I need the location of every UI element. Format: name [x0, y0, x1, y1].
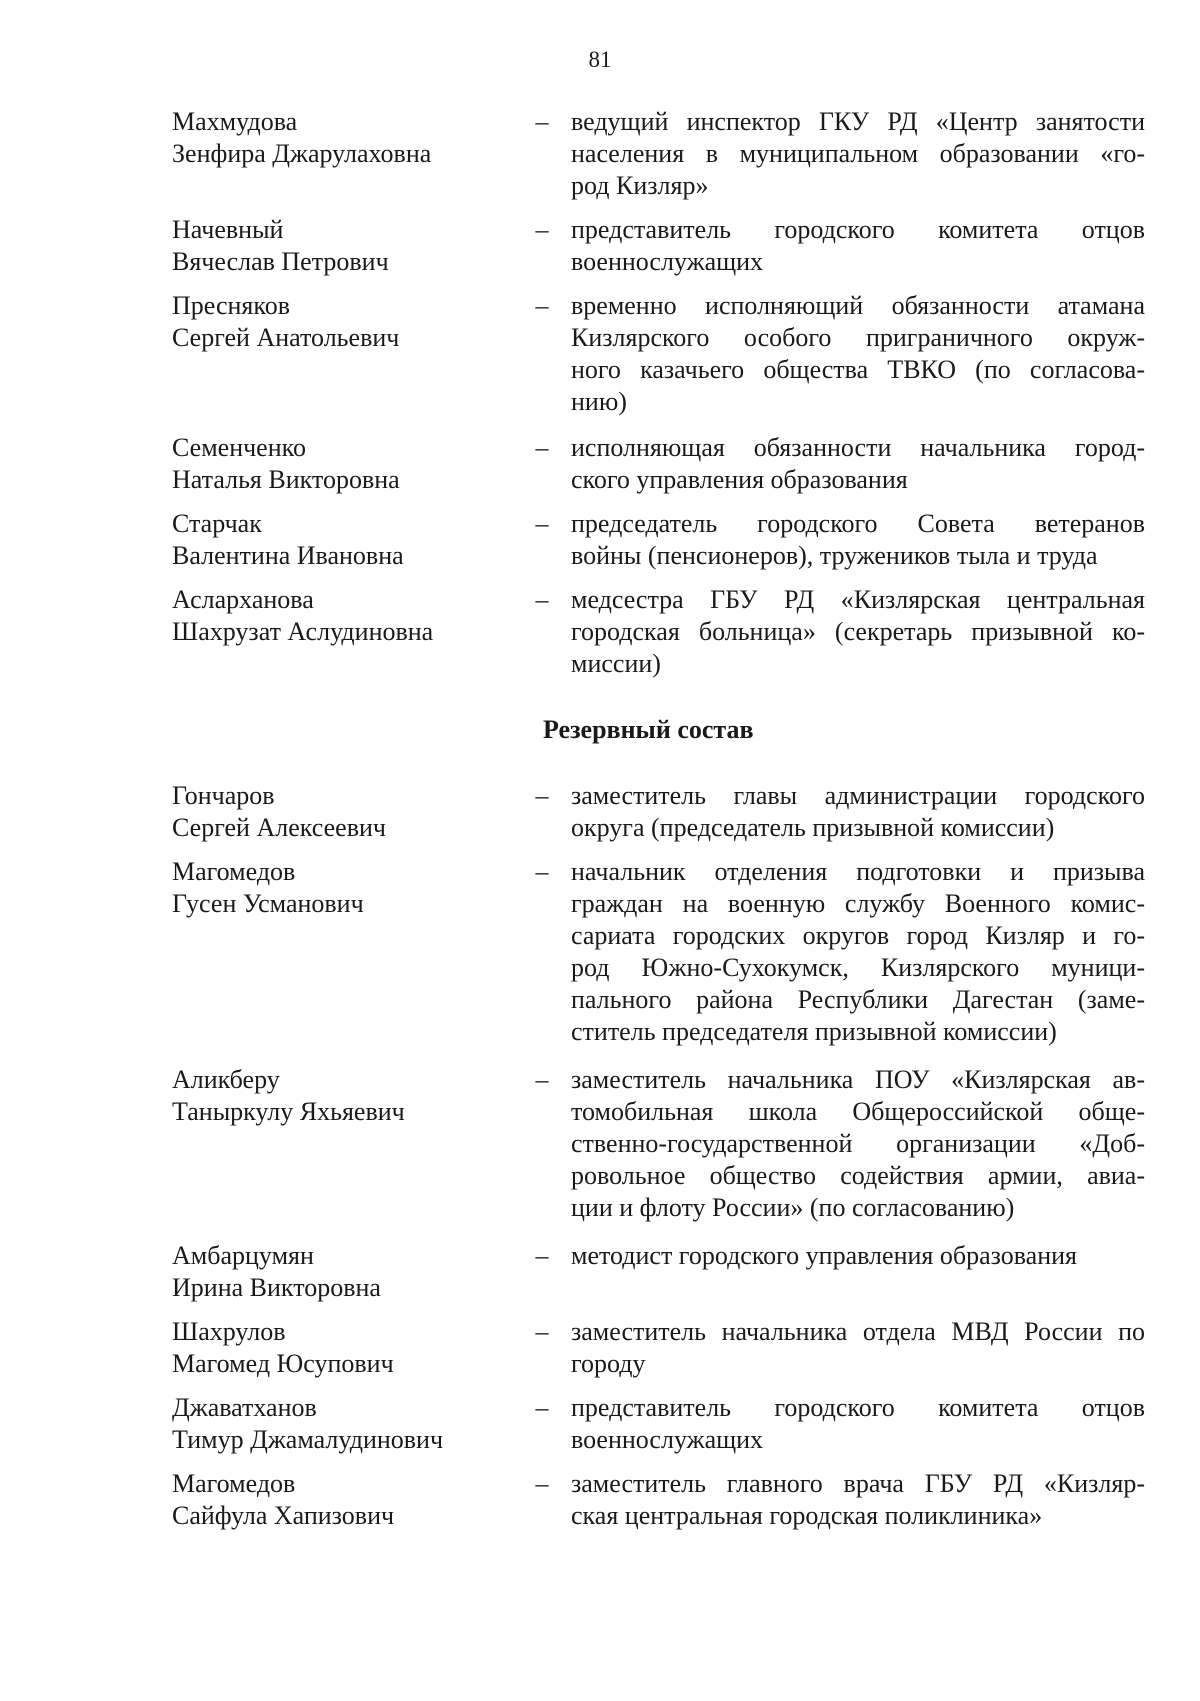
member-name — [172, 1392, 502, 1456]
member-surname: Пресняков — [172, 291, 290, 320]
member-surname: Махмудова — [172, 107, 298, 136]
member-given-name: Магомед Юсупович — [172, 1349, 394, 1378]
member-position — [571, 856, 1145, 1048]
position-line: род Кизляр» — [571, 171, 709, 200]
member-surname: Магомедов — [172, 1469, 296, 1498]
position-line: военнослужащих — [571, 247, 764, 276]
position-line: ская центральная городская поликлиника» — [571, 1501, 1043, 1530]
member-given-name: Таныркулу Яхьяевич — [172, 1097, 405, 1126]
member-position — [571, 290, 1145, 418]
member-given-name: Зенфира Джарулаховна — [172, 139, 432, 168]
member-position — [571, 1064, 1145, 1224]
position-line: исполняющая обязанности начальника город- — [571, 433, 1145, 462]
dash-separator: – — [535, 1393, 549, 1422]
member-position — [571, 214, 1145, 278]
member-name — [172, 856, 502, 920]
member-given-name: Шахрузат Аслудиновна — [172, 617, 434, 646]
member-name — [172, 508, 502, 572]
position-line: населения в муниципальном образовании «го- — [571, 139, 1145, 168]
dash-separator: – — [535, 1469, 549, 1498]
position-line: граждан на военную службу Военного комис- — [571, 889, 1145, 918]
member-surname: Амбарцумян — [172, 1241, 314, 1270]
position-line: миссии) — [571, 649, 661, 678]
member-position — [571, 432, 1145, 496]
position-line: начальник отделения подготовки и призыва — [571, 857, 1145, 886]
member-surname: Шахрулов — [172, 1317, 286, 1346]
dash-separator: – — [535, 1317, 549, 1346]
position-line: нию) — [571, 387, 627, 416]
dash-separator: – — [535, 857, 549, 886]
position-line: председатель городского Совета ветеранов — [571, 509, 1145, 538]
member-position — [571, 508, 1145, 572]
member-given-name: Тимур Джамалудинович — [172, 1425, 444, 1454]
dash-separator: – — [535, 107, 549, 136]
dash-separator: – — [535, 291, 549, 320]
position-line: представитель городского комитета отцов — [571, 215, 1145, 244]
member-given-name: Вячеслав Петрович — [172, 247, 389, 276]
member-name — [172, 432, 502, 496]
member-surname: Начевный — [172, 215, 284, 244]
member-given-name: Сайфула Хапизович — [172, 1501, 395, 1530]
member-name — [172, 290, 502, 354]
position-line: ского управления образования — [571, 465, 908, 494]
member-surname: Семенченко — [172, 433, 306, 462]
member-given-name: Наталья Викторовна — [172, 465, 400, 494]
member-name — [172, 1240, 502, 1304]
position-line: Кизлярского особого приграничного окруж- — [571, 323, 1145, 352]
position-line: представитель городского комитета отцов — [571, 1393, 1145, 1422]
member-surname: Джаватханов — [172, 1393, 317, 1422]
page-number: 81 — [588, 47, 612, 72]
member-position — [571, 780, 1145, 844]
position-line: округа (председатель призывной комиссии) — [571, 813, 1055, 842]
member-position — [571, 1316, 1145, 1380]
position-line: пального района Республики Дагестан (заме- — [571, 985, 1145, 1014]
member-name — [172, 780, 502, 844]
position-line: городская больница» (секретарь призывной ко- — [571, 617, 1145, 646]
section-heading-text: Резервный состав — [543, 715, 754, 744]
position-line: городу — [571, 1349, 646, 1378]
member-surname: Гончаров — [172, 781, 275, 810]
position-line: медсестра ГБУ РД «Кизлярская центральная — [571, 585, 1145, 614]
position-line: томобильная школа Общероссийской обще- — [571, 1097, 1145, 1126]
position-line: ститель председателя призывной комиссии) — [571, 1017, 1057, 1046]
position-line: методист городского управления образования — [571, 1241, 1078, 1270]
position-line: ровольное общество содействия армии, авиа- — [571, 1161, 1145, 1190]
member-surname: Магомедов — [172, 857, 296, 886]
member-surname: Аликберу — [172, 1065, 280, 1094]
position-line: ции и флоту России» (по согласованию) — [571, 1193, 1015, 1222]
member-given-name: Гусен Усманович — [172, 889, 364, 918]
member-position — [571, 106, 1145, 202]
member-name — [172, 1316, 502, 1380]
position-line: заместитель главного врача ГБУ РД «Кизляр- — [571, 1469, 1145, 1498]
member-surname: Старчак — [172, 509, 262, 538]
position-line: временно исполняющий обязанности атамана — [571, 291, 1145, 320]
member-name — [172, 1064, 502, 1128]
dash-separator: – — [535, 585, 549, 614]
member-name — [172, 1468, 502, 1532]
position-line: военнослужащих — [571, 1425, 764, 1454]
position-line: сариата городских округов город Кизляр и го- — [571, 921, 1145, 950]
dash-separator: – — [535, 509, 549, 538]
member-position — [571, 1468, 1145, 1532]
member-position — [571, 1240, 1145, 1272]
position-line: ного казачьего общества ТВКО (по согласова- — [571, 355, 1145, 384]
member-surname: Асларханова — [172, 585, 314, 614]
position-line: ведущий инспектор ГКУ РД «Центр занятости — [571, 107, 1145, 136]
dash-separator: – — [535, 215, 549, 244]
member-position — [571, 1392, 1145, 1456]
dash-separator: – — [535, 1241, 549, 1270]
member-given-name: Сергей Алексеевич — [172, 813, 386, 842]
member-position — [571, 584, 1145, 680]
member-name — [172, 106, 502, 170]
member-given-name: Ирина Викторовна — [172, 1273, 381, 1302]
position-line: войны (пенсионеров), тружеников тыла и труда — [571, 541, 1098, 570]
position-line: ственно-государственной организации «Доб- — [571, 1129, 1145, 1158]
member-given-name: Валентина Ивановна — [172, 541, 404, 570]
member-name — [172, 584, 502, 648]
dash-separator: – — [535, 1065, 549, 1094]
position-line: род Южно-Сухокумск, Кизлярского муници- — [571, 953, 1145, 982]
dash-separator: – — [535, 433, 549, 462]
position-line: заместитель главы администрации городского — [571, 781, 1145, 810]
position-line: заместитель начальника ПОУ «Кизлярская ав- — [571, 1065, 1145, 1094]
position-line: заместитель начальника отдела МВД России по — [571, 1317, 1145, 1346]
dash-separator: – — [535, 781, 549, 810]
member-name — [172, 214, 502, 278]
member-given-name: Сергей Анатольевич — [172, 323, 400, 352]
